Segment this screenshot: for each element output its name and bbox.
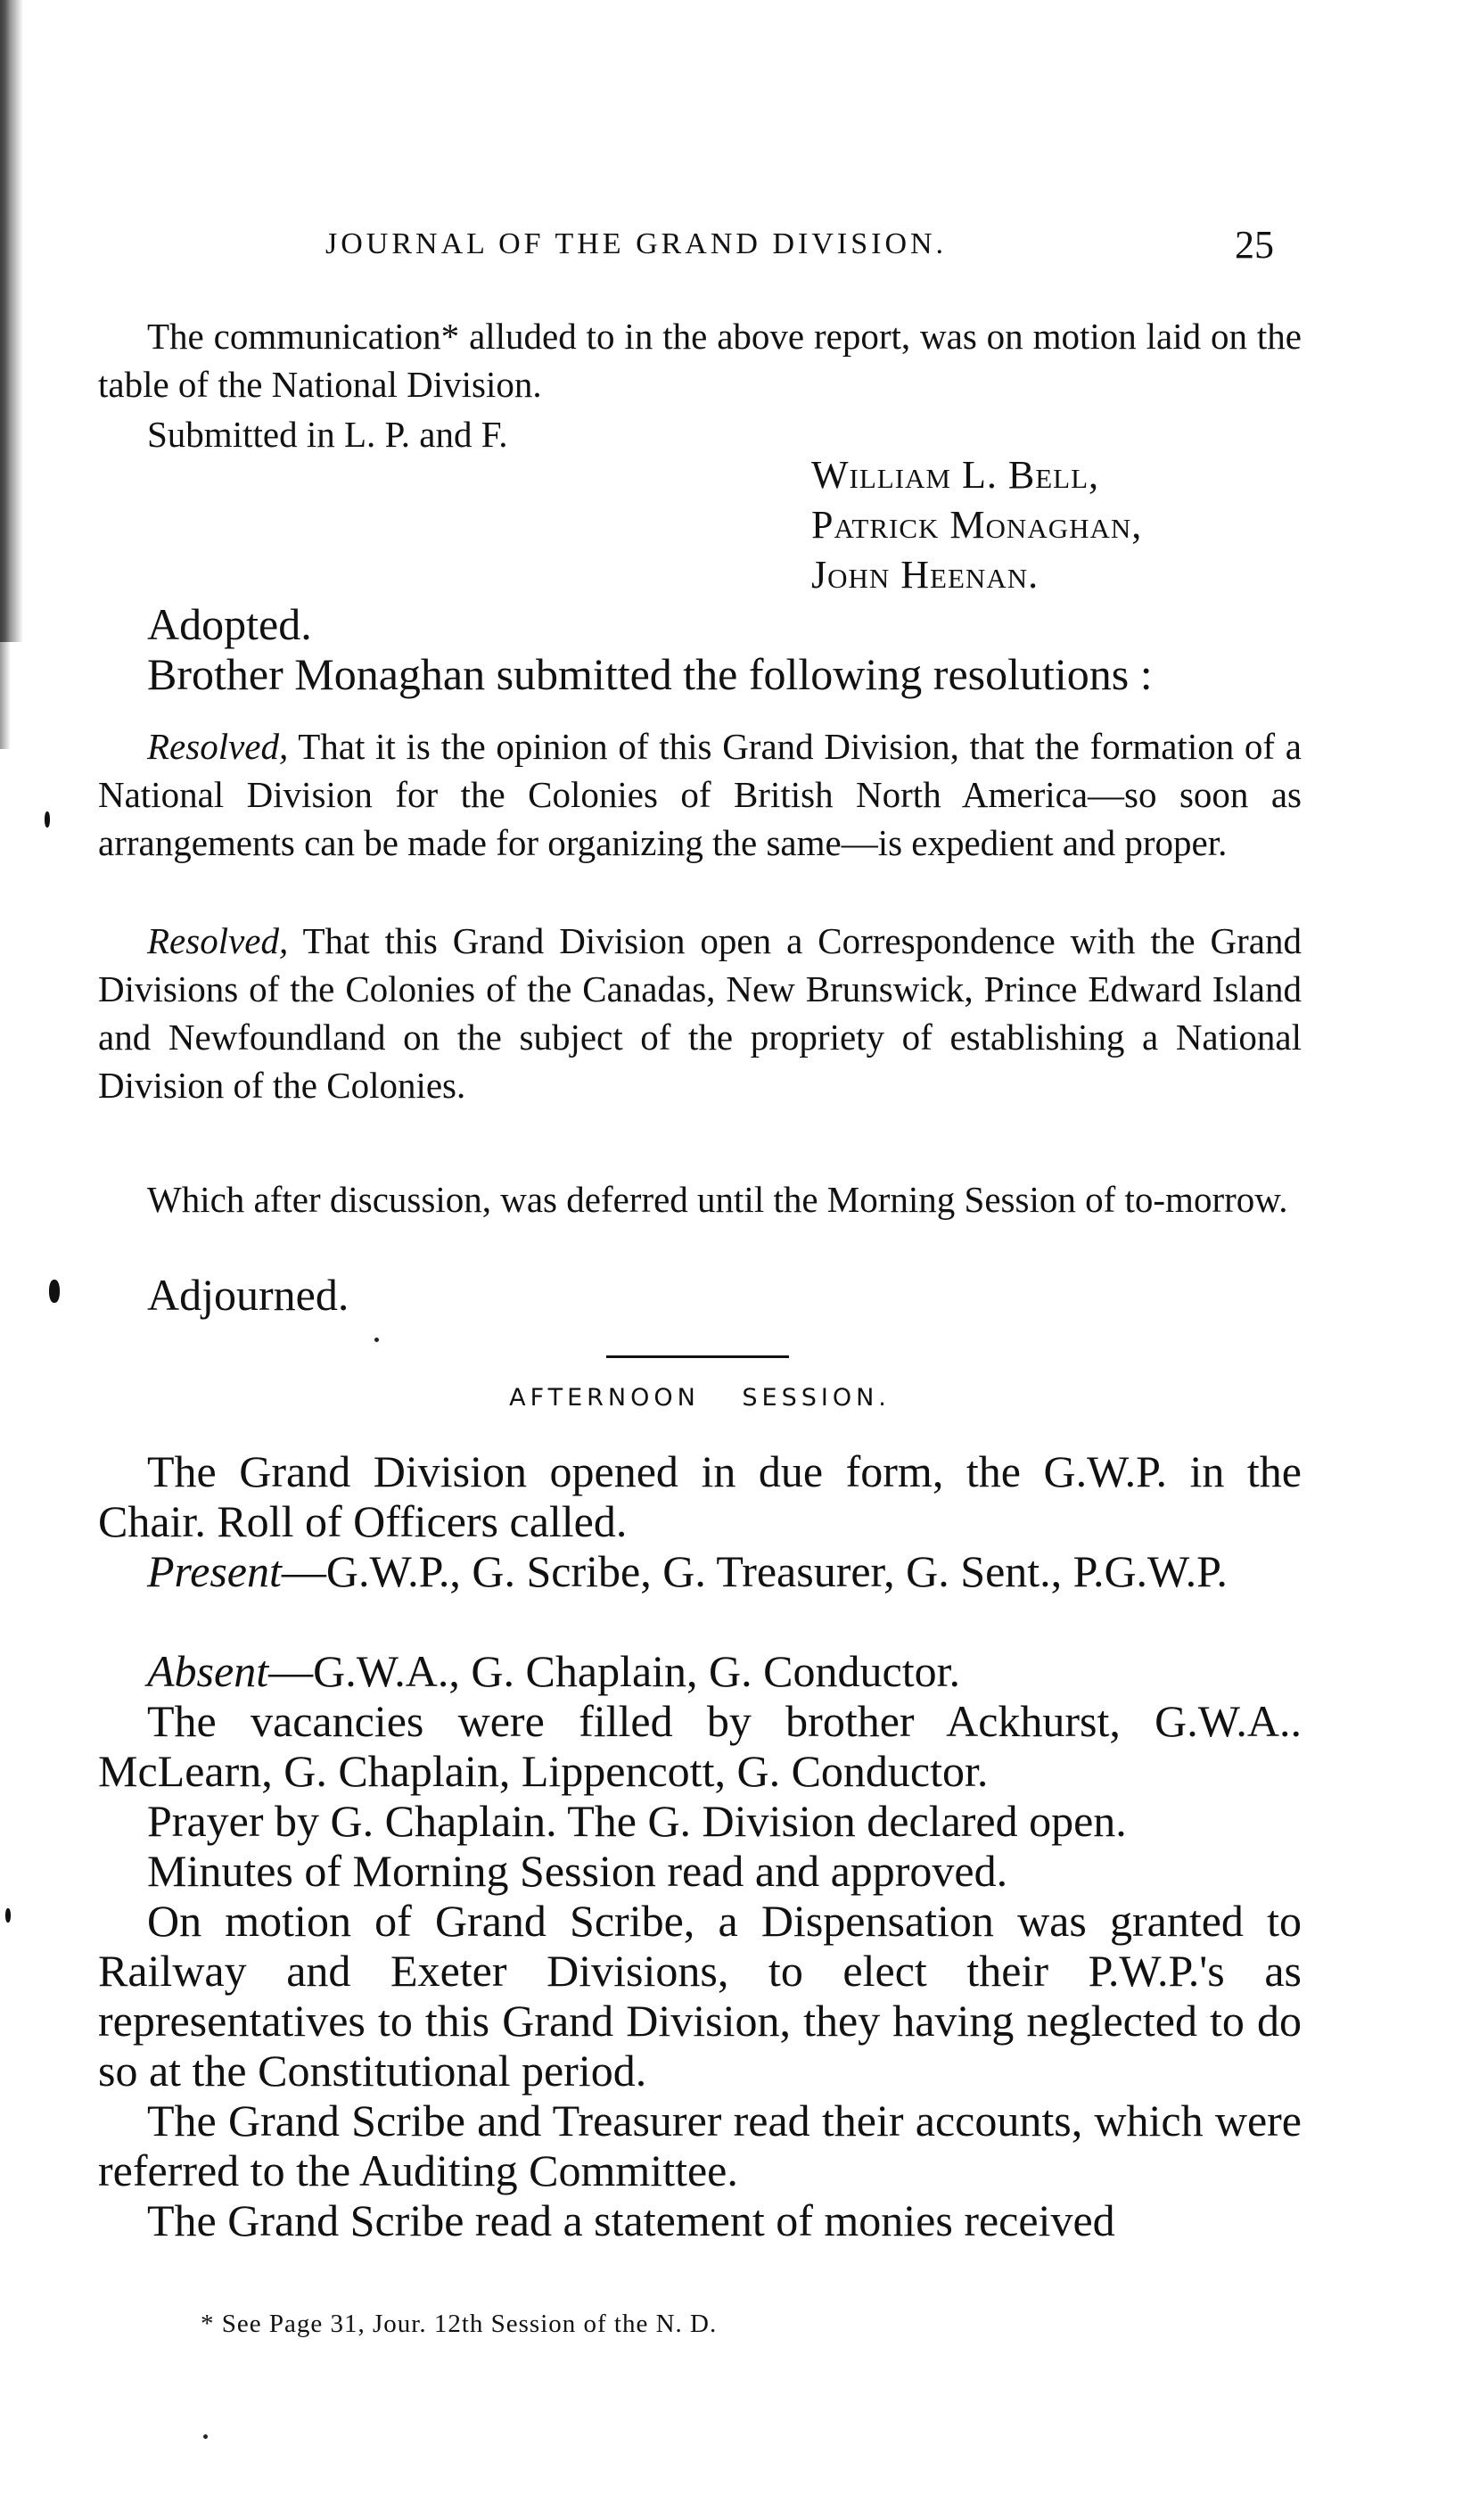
present-label: Present (147, 1546, 282, 1596)
paragraph (98, 1546, 1302, 1596)
binding-edge-lower (0, 642, 11, 749)
signature-name: Patrick Monaghan, (811, 503, 1143, 547)
margin-mark (5, 1908, 11, 1923)
paragraph: Adopted. (147, 599, 312, 649)
resolution-text: That this Grand Division open a Correspondence with the Grand Divisions of the Colonies of the Canadas, New Brunswick, Prince Edward Island and Newfoundland on the subject of the propriety of establishing a National Division of the Colonies. (98, 920, 1302, 1106)
paragraph: Adjourned. (147, 1270, 349, 1320)
scan-speck (203, 2434, 208, 2439)
paragraph: On motion of Grand Scribe, a Dispensation was granted to Railway and Exeter Divisions, to elect their P.W.P.'s as representatives to this Grand Division, they having neglected to do so at the Constitutional period. (98, 1896, 1302, 2096)
footnote-text: * See Page 31, Jour. 12th Session of the N. D. (201, 2310, 718, 2338)
section-heading: AFTERNOON SESSION. (509, 1384, 891, 1412)
paragraph: The Grand Division opened in due form, the G.W.P. in the Chair. Roll of Officers called. (98, 1446, 1302, 1546)
paragraph: Minutes of Morning Session read and approved. (147, 1846, 1008, 1896)
scan-speck (374, 1338, 379, 1342)
resolved-label: Resolved, (147, 920, 289, 961)
margin-mark (45, 811, 50, 828)
signature-name: John Heenan. (811, 553, 1040, 597)
signature-name: William L. Bell, (811, 453, 1100, 497)
paragraph: The communication* alluded to in the above report, was on motion laid on the table of the National Division. (98, 316, 1302, 405)
running-title: JOURNAL OF THE GRAND DIVISION. (325, 227, 948, 260)
resolution (98, 722, 1302, 867)
paragraph: Which after discussion, was deferred until the Morning Session of to-morrow. (147, 1179, 1288, 1220)
paragraph: The Grand Scribe read a statement of monies received (147, 2195, 1115, 2245)
resolved-label: Resolved, (147, 726, 289, 767)
signature-block (811, 450, 1142, 600)
margin-mark (49, 1280, 60, 1303)
absent-label: Absent (147, 1646, 269, 1696)
paragraph: Submitted in L. P. and F. (147, 414, 508, 455)
paragraph: Brother Monaghan submitted the following resolutions : (147, 649, 1153, 699)
page-number: 25 (1235, 223, 1274, 267)
absent-text: —G.W.A., G. Chaplain, G. Conductor. (268, 1646, 960, 1696)
binding-edge (0, 0, 23, 642)
resolution-text: That it is the opinion of this Grand Division, that the formation of a National Division for the Colonies of British North America—so soon as arrangements can be made for organizing the same—is expedient and proper. (98, 726, 1302, 863)
resolution (98, 917, 1302, 1109)
paragraph (98, 1646, 1302, 1696)
paragraph: Prayer by G. Chaplain. The G. Division declared open. (147, 1796, 1127, 1846)
running-head (98, 223, 1302, 272)
paragraph: The vacancies were filled by brother Ackhurst, G.W.A.. McLearn, G. Chaplain, Lippencott, G. Conductor. (98, 1696, 1302, 1796)
footnote (98, 2310, 717, 2339)
paragraph: The Grand Scribe and Treasurer read their accounts, which were referred to the Auditing Committee. (98, 2096, 1302, 2195)
section-rule (606, 1355, 789, 1358)
present-text: —G.W.P., G. Scribe, G. Treasurer, G. Sent., P.G.W.P. (281, 1546, 1228, 1596)
